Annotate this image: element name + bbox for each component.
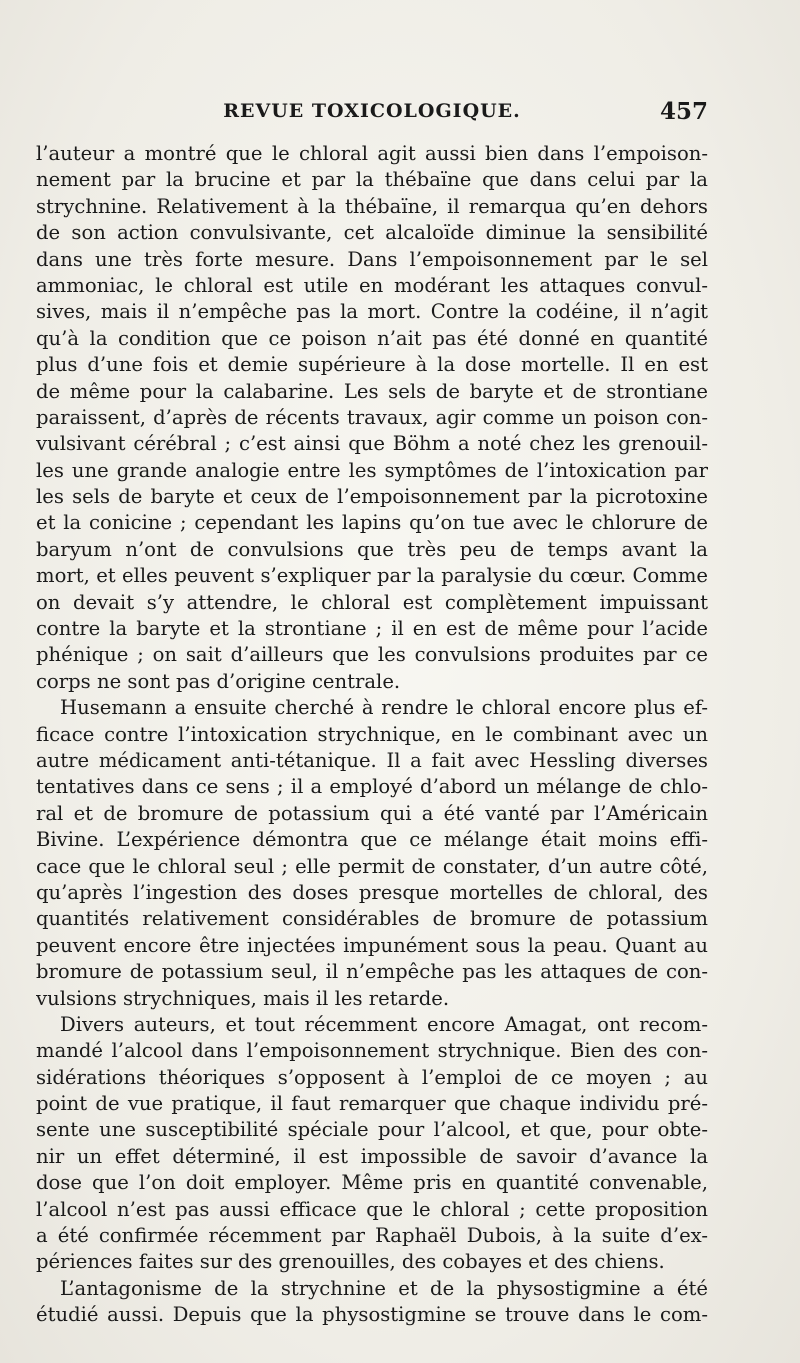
text-line: périences faites sur des grenouilles, des cobayes et des chiens. <box>36 1250 665 1274</box>
text-line: strychnine. Relativement à la thébaïne, il remarqua qu’en dehors <box>36 194 708 218</box>
text-line: sente une susceptibilité spéciale pour l’alcool, et que, pour obte- <box>36 1118 708 1142</box>
text-line: a été confirmée récemment par Raphaël Dubois, à la suite d’ex- <box>36 1224 708 1248</box>
text-line: point de vue pratique, il faut remarquer que chaque individu pré- <box>36 1092 708 1116</box>
text-line: vulsivant cérébral ; c’est ainsi que Böhm a noté chez les grenouil- <box>36 432 708 456</box>
text-line: qu’à la condition que ce poison n’ait pas été donné en quantité <box>36 326 708 350</box>
text-line: nir un effet déterminé, il est impossible de savoir d’avance la <box>36 1144 708 1168</box>
text-line: ficace contre l’intoxication strychnique, en le combinant avec un <box>36 722 708 746</box>
text-line: de son action convulsivante, cet alcaloïde diminue la sensibilité <box>36 221 708 245</box>
text-line: quantités relativement considérables de bromure de potassium <box>36 907 708 931</box>
text-line: ral et de bromure de potassium qui a été vanté par l’Américain <box>36 801 708 825</box>
text-line: paraissent, d’après de récents travaux, agir comme un poison con- <box>36 405 708 429</box>
text-line: vulsions strychniques, mais il les retarde. <box>36 986 450 1010</box>
text-line: étudié aussi. Depuis que la physostigmine se trouve dans le com- <box>36 1303 708 1327</box>
text-line: autre médicament anti-tétanique. Il a fait avec Hessling diverses <box>36 748 708 772</box>
text-line: dans une très forte mesure. Dans l’empoisonnement par le sel <box>36 247 708 271</box>
text-line: Husemann a ensuite cherché à rendre le chloral encore plus ef- <box>60 696 708 720</box>
text-line: tentatives dans ce sens ; il a employé d’abord un mélange de chlo- <box>36 775 708 799</box>
text-line: cace que le chloral seul ; elle permit de constater, d’un autre côté, <box>36 854 708 878</box>
text-line: et la conicine ; cependant les lapins qu’on tue avec le chlorure de <box>36 511 708 535</box>
text-line: peuvent encore être injectées impunément sous la peau. Quant au <box>36 933 708 957</box>
text-line: qu’après l’ingestion des doses presque mortelles de chloral, des <box>36 880 708 904</box>
text-line: bromure de potassium seul, il n’empêche pas les attaques de con- <box>36 960 708 984</box>
text-line: on devait s’y attendre, le chloral est complètement impuissant <box>36 590 708 614</box>
text-line: corps ne sont pas d’origine centrale. <box>36 669 401 693</box>
text-line: mort, et elles peuvent s’expliquer par la paralysie du cœur. Comme <box>36 564 708 588</box>
text-line: l’alcool n’est pas aussi efficace que le chloral ; cette proposition <box>36 1197 708 1221</box>
text-line: nement par la brucine et par la thébaïne que dans celui par la <box>36 168 708 192</box>
text-line: baryum n’ont de convulsions que très peu de temps avant la <box>36 537 708 561</box>
running-title: REVUE TOXICOLOGIQUE. <box>223 100 521 122</box>
text-line: l’auteur a montré que le chloral agit aussi bien dans l’empoison- <box>36 142 708 165</box>
body-text <box>36 141 708 1329</box>
text-line: sidérations théoriques s’opposent à l’emploi de ce moyen ; au <box>36 1065 708 1089</box>
text-line: phénique ; on sait d’ailleurs que les convulsions produites par ce <box>36 643 708 667</box>
text-line: contre la baryte et la strontiane ; il en est de même pour l’acide <box>36 617 708 641</box>
text-line: L’antagonisme de la strychnine et de la physostigmine a été <box>60 1276 708 1300</box>
text-line: les sels de baryte et ceux de l’empoisonnement par la picrotoxine <box>36 485 708 509</box>
text-line: de même pour la calabarine. Les sels de baryte et de strontiane <box>36 379 708 403</box>
text-line: les une grande analogie entre les symptômes de l’intoxication par <box>36 458 708 482</box>
text-line: Bivine. L’expérience démontra que ce mélange était moins effi- <box>36 828 708 852</box>
running-header <box>36 98 708 128</box>
text-line: sives, mais il n’empêche pas la mort. Contre la codéine, il n’agit <box>36 300 708 324</box>
text-line: Divers auteurs, et tout récemment encore Amagat, ont recom- <box>60 1012 708 1036</box>
text-line: mandé l’alcool dans l’empoisonnement strychnique. Bien des con- <box>36 1039 708 1063</box>
text-line: plus d’une fois et demie supérieure à la dose mortelle. Il en est <box>36 353 708 377</box>
page-number: 457 <box>659 98 708 125</box>
text-line: dose que l’on doit employer. Même pris en quantité convenable, <box>36 1171 708 1195</box>
text-line: ammoniac, le chloral est utile en modérant les attaques convul- <box>36 273 708 297</box>
